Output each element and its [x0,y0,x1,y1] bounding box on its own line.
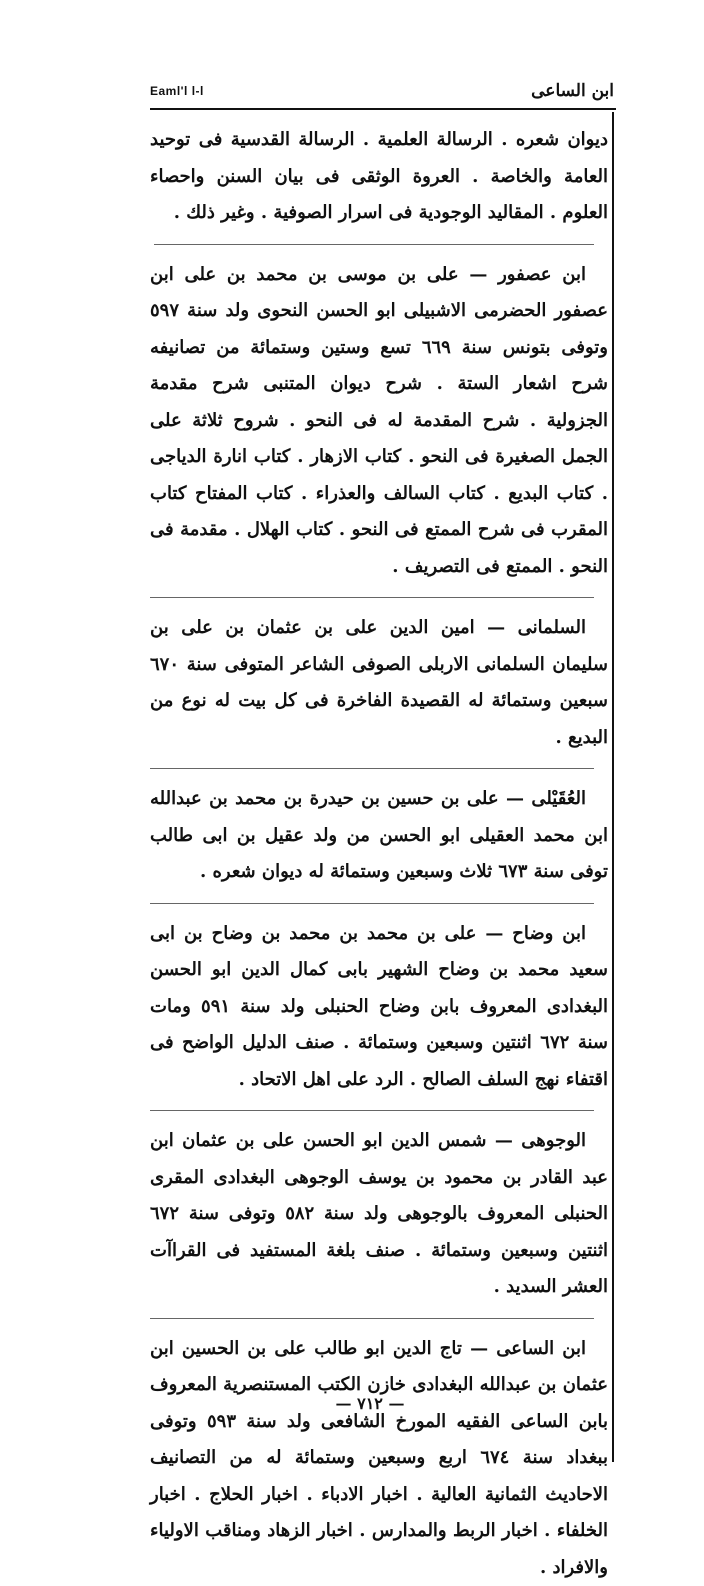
entry-continuation: ديوان شعره . الرسالة العلمية . الرسالة القدسية فى توحيد العامة والخاصة . العروة الوثقى فى بيان السنن واحصاء العلوم . المقاليد الوجودية فى اسرار الصوفية . وغير ذلك . [150,122,608,232]
page-header [150,78,614,104]
running-title: ابن الساعى [531,81,614,101]
entry-separator [150,903,594,904]
entry-al-uqayli: العُقَيْلى — على بن حسين بن حيدرة بن محمد بن عبدالله ابن محمد العقيلى ابو الحسن من ولد عقيل بن ابى طالب توفى سنة ٦٧٣ ثلاث وسبعين وستمائة له ديوان شعره . [150,781,608,891]
page-number: — ٧١٢ — [300,1394,440,1413]
entry-separator [150,1110,594,1111]
margin-rule [612,112,614,1462]
header-rule [150,108,616,110]
page-body [150,122,608,1586]
entry-separator [150,1318,594,1319]
entry-ibn-waddah: ابن وضاح — على بن محمد بن محمد بن وضاح بن ابى سعيد محمد بن وضاح الشهير بابى كمال الدين ابو الحسن البغدادى المعروف بابن وضاح الحنبلى ولد سنة ٥٩١ ومات سنة ٦٧٢ اثنتين وسبعين وستمائة . صنف الدليل الواضح فى اقتفاء نهج السلف الصالح . الرد على اهل الاتحاد . [150,916,608,1099]
entry-separator [154,244,594,245]
entry-separator [150,768,594,769]
entry-al-wujuhi: الوجوهى — شمس الدين ابو الحسن على بن عثمان ابن عبد القادر بن محمود بن يوسف الوجوهى البغدادى المقرى الحنبلى المعروف بالوجوهى ولد سنة ٥٨٢ وتوفى سنة ٦٧٢ اثنتين وسبعين وستمائة . صنف بلغة المستفيد فى القراآت العشر السديد . [150,1123,608,1306]
entry-ibn-al-sai: ابن الساعى — تاج الدين ابو طالب على بن الحسين ابن عثمان بن عبدالله البغدادى خازن الكتب المستنصرية المعروف بابن الساعى الفقيه المورخ الشافعى ولد سنة ٥٩٣ وتوفى ببغداد سنة ٦٧٤ اربع وسبعين وستمائة له من التصانيف الاحاديث الثمانية العالية . اخبار الادباء . اخبار الحلاج . اخبار الخلفاء . اخبار الربط والمدارس . اخبار الزهاد ومناقب الاولياء والافراد . [150,1331,608,1586]
entry-separator [150,597,594,598]
entry-ibn-usfur: ابن عصفور — على بن موسى بن محمد بن على ابن عصفور الحضرمى الاشبيلى ابو الحسن النحوى ولد سنة ٥٩٧ وتوفى بتونس سنة ٦٦٩ تسع وستين وستمائة من تصانيفه شرح اشعار الستة . شرح ديوان المتنبى شرح مقدمة الجزولية . شرح المقدمة له فى النحو . شروح ثلاثة على الجمل الصغيرة فى النحو . كتاب الازهار . كتاب انارة الدياجى . كتاب البديع . كتاب السالف والعذراء . كتاب المفتاح كتاب المقرب فى شرح الممتع فى النحو . كتاب الهلال . مقدمة فى النحو . الممتع فى التصريف . [150,257,608,586]
entry-al-salmani: السلمانى — امين الدين على بن عثمان بن على بن سليمان السلمانى الاربلى الصوفى الشاعر المتوفى سنة ٦٧٠ سبعين وستمائة له القصيدة الفاخرة فى كل بيت له نوع من البديع . [150,610,608,756]
page-code: Eaml'l l-l [150,84,204,98]
